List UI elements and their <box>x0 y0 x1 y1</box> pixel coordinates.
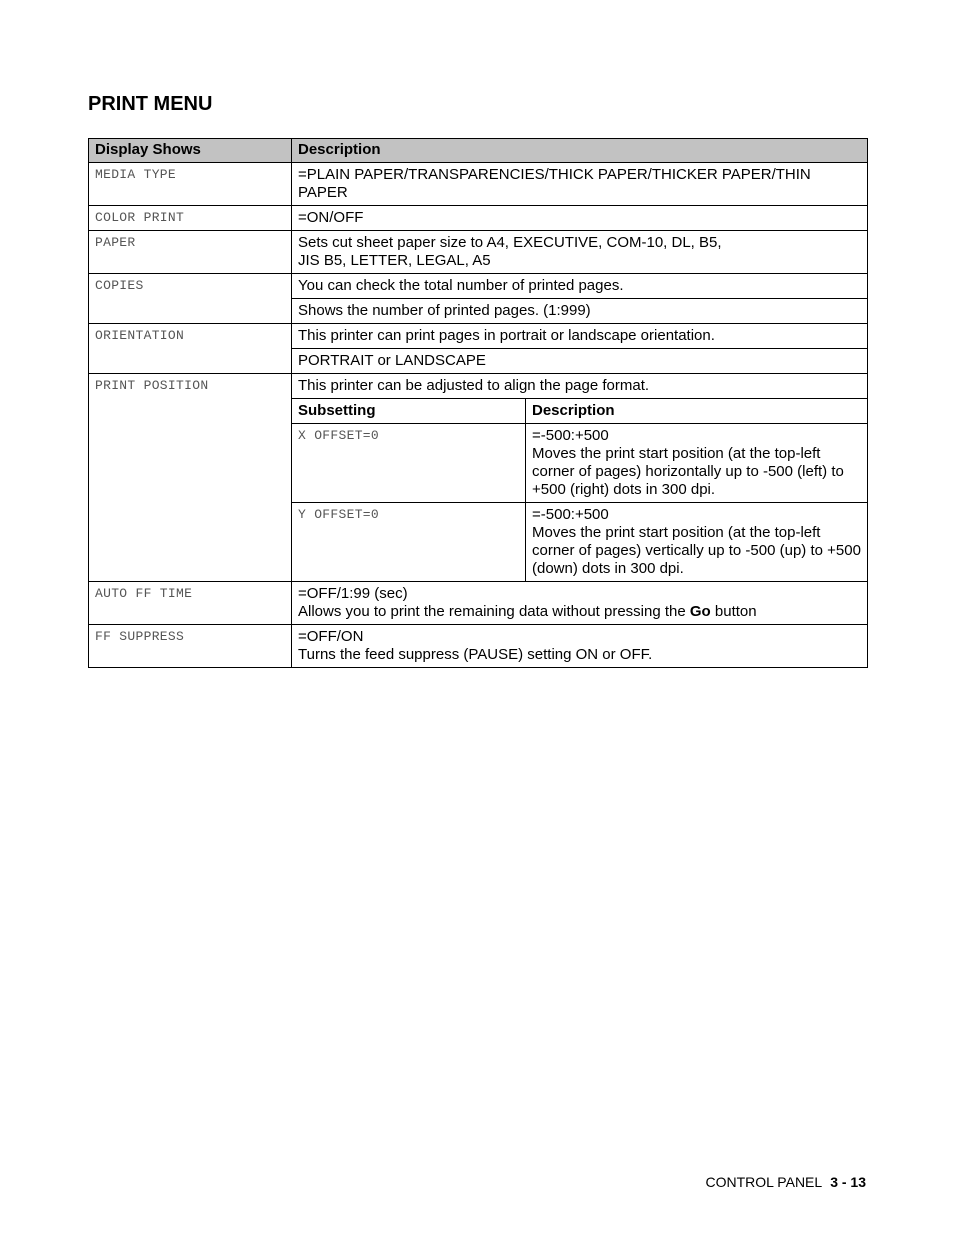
table-row-color-print <box>89 206 868 231</box>
desc-auto-ff-line2 <box>298 603 861 621</box>
table-row-paper <box>89 231 868 274</box>
desc-paper <box>292 231 868 274</box>
desc-paper-line1: Sets cut sheet paper size to A4, EXECUTIVE, COM-10, DL, B5, <box>298 234 722 251</box>
range-x-offset: =-500:+500 <box>532 427 609 444</box>
desc-auto-ff-pre: Allows you to print the remaining data without pressing the <box>298 603 690 620</box>
display-copies: COPIES <box>89 274 292 324</box>
display-ff-suppress: FF SUPPRESS <box>89 625 292 668</box>
page-footer <box>705 1174 866 1190</box>
page-title: PRINT MENU <box>88 93 213 115</box>
desc-orientation-2: PORTRAIT or LANDSCAPE <box>292 349 868 374</box>
sub-header-subsetting: Subsetting <box>292 399 526 424</box>
header-display-shows: Display Shows <box>89 139 292 163</box>
table-header-row <box>89 139 868 163</box>
desc-ff-suppress <box>292 625 868 668</box>
desc-print-position: This printer can be adjusted to align the page format. <box>292 374 868 399</box>
table-row-media-type <box>89 163 868 206</box>
go-button-label: Go <box>689 603 711 620</box>
table-row-print-position <box>89 374 868 399</box>
desc-media-type: =PLAIN PAPER/TRANSPARENCIES/THICK PAPER/THICKER PAPER/THIN PAPER <box>292 163 868 206</box>
desc-auto-ff-line1: =OFF/1:99 (sec) <box>298 585 408 602</box>
desc-color-print: =ON/OFF <box>292 206 868 231</box>
desc-copies-1: You can check the total number of printed pages. <box>292 274 868 299</box>
desc-paper-line2: JIS B5, LETTER, LEGAL, A5 <box>298 252 491 269</box>
header-description: Description <box>292 139 868 163</box>
display-paper: PAPER <box>89 231 292 274</box>
table-row-ff-suppress <box>89 625 868 668</box>
display-print-position: PRINT POSITION <box>89 374 292 582</box>
desc-y-offset <box>526 503 868 582</box>
range-y-offset: =-500:+500 <box>532 506 609 523</box>
footer-page-number: 3 - 13 <box>830 1174 866 1190</box>
display-media-type: MEDIA TYPE <box>89 163 292 206</box>
desc-auto-ff-time <box>292 582 868 625</box>
text-y-offset: Moves the print start position (at the top-left corner of pages) vertically up to -500 (up) to +500 (down) dots in 300 dpi. <box>532 524 861 577</box>
setting-y-offset: Y OFFSET=0 <box>292 503 526 582</box>
desc-x-offset <box>526 424 868 503</box>
setting-x-offset: X OFFSET=0 <box>292 424 526 503</box>
desc-copies-2: Shows the number of printed pages. (1:999) <box>292 299 868 324</box>
table-row-orientation <box>89 324 868 349</box>
sub-header-description: Description <box>526 399 868 424</box>
desc-orientation-1: This printer can print pages in portrait or landscape orientation. <box>292 324 868 349</box>
display-auto-ff-time: AUTO FF TIME <box>89 582 292 625</box>
footer-section: CONTROL PANEL <box>705 1174 823 1190</box>
print-menu-table <box>88 138 868 668</box>
table-row-auto-ff-time <box>89 582 868 625</box>
desc-ff-suppress-line1: =OFF/ON <box>298 628 364 645</box>
table-row-copies <box>89 274 868 299</box>
display-color-print: COLOR PRINT <box>89 206 292 231</box>
display-orientation: ORIENTATION <box>89 324 292 374</box>
text-x-offset: Moves the print start position (at the top-left corner of pages) horizontally up to -500 (left) to +500 (right) dots in 300 dpi. <box>532 445 844 498</box>
desc-ff-suppress-line2: Turns the feed suppress (PAUSE) setting ON or OFF. <box>298 646 653 663</box>
desc-auto-ff-post: button <box>710 603 757 620</box>
